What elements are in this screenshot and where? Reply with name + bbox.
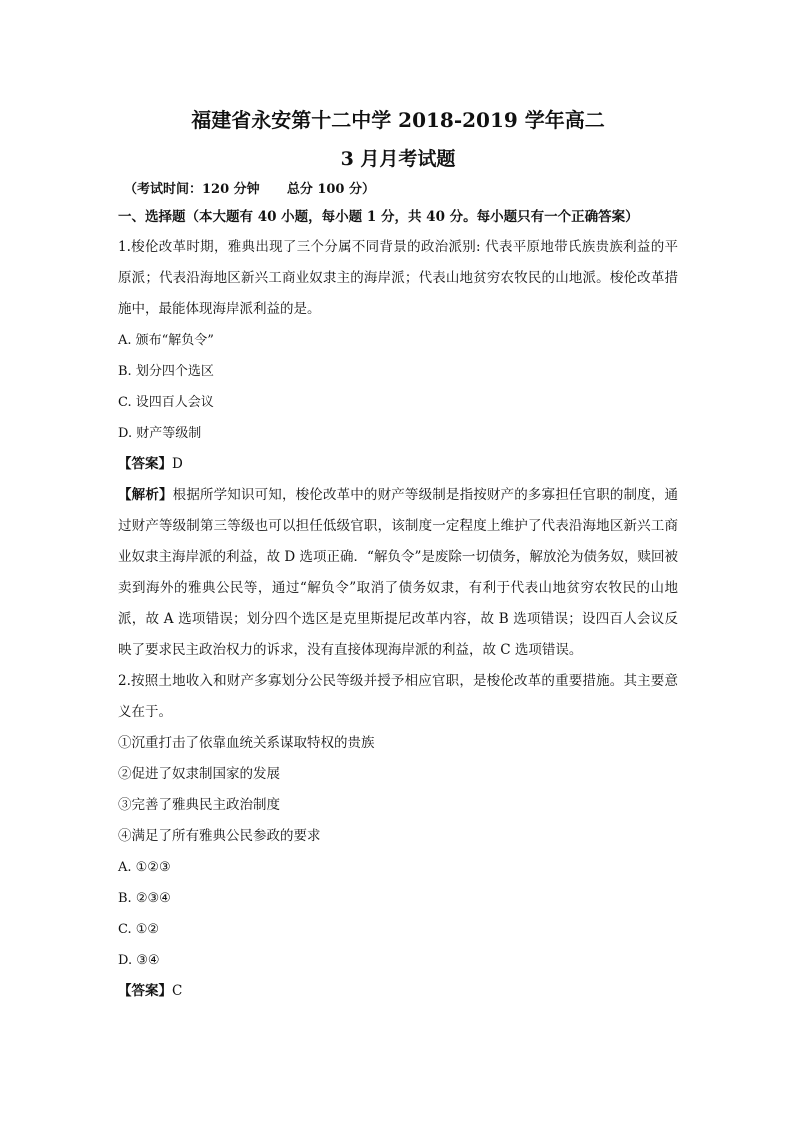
q2-option-a: A. ①②③: [118, 860, 171, 875]
q1-option-a: A. 颁布“解负令”: [118, 333, 214, 348]
question-1: [118, 232, 678, 666]
q2-statement-2: ②促进了奴隶制国家的发展: [118, 766, 280, 782]
q2-statement-1: ①沉重打击了依靠血统关系谋取特权的贵族: [118, 735, 375, 751]
q1-answer-value: D: [172, 456, 183, 472]
q1-answer-label: 【答案】: [118, 456, 172, 472]
exam-info: （考试时间：120 分钟 总分 100 分）: [124, 182, 376, 197]
q1-option-b: B. 划分四个选区: [118, 364, 214, 379]
q1-stem: 1.梭伦改革时期，雅典出现了三个分属不同背景的政治派别: 代表平原地带氏族贵族利益的平原派；代表沿海地区新兴工商业奴隶主的海岸派；代表山地贫穷农牧民的山地派。梭伦改革措施中，最能体现海岸派利益的是。: [118, 239, 678, 317]
q2-answer: [118, 976, 678, 1007]
section-header: 一、选择题（本大题有 40 小题，每小题 1 分，共 40 分。每小题只有一个正确答案）: [118, 209, 639, 225]
q1-analysis-label: 【解析】: [118, 487, 173, 503]
q2-option-b: B. ②③④: [118, 891, 171, 906]
q2-statement-3: ③完善了雅典民主政治制度: [118, 797, 280, 813]
q2-answer-label: 【答案】: [118, 983, 172, 999]
q1-answer: [118, 449, 678, 480]
q2-option-d: D. ③④: [118, 953, 160, 968]
page-title: 福建省永安第十二中学 2018-2019 学年高二: [191, 108, 605, 132]
page-subtitle: 3 月月考试题: [340, 148, 456, 170]
q2-answer-value: C: [172, 983, 183, 999]
q1-option-c: C. 设四百人会议: [118, 395, 214, 410]
q2-statement-4: ④满足了所有雅典公民参政的要求: [118, 828, 321, 844]
q2-stem: 2.按照土地收入和财产多寡划分公民等级并授予相应官职，是梭伦改革的重要措施。其主要意义在于。: [118, 673, 678, 720]
q1-analysis-text: 根据所学知识可知，梭伦改革中的财产等级制是指按财产的多寡担任官职的制度，通过财产等级制第三等级也可以担任低级官职，该制度一定程度上维护了代表沿海地区新兴工商业奴隶主海岸派的利益，故 D 选项正确．“解负令”是废除一切债务，解放沦为债务奴，赎回被卖到海外的雅典公民等，通过“解负令”取消了债务奴隶，有利于代表山地贫穷农牧民的山地派，故 A 选项错误；划分四个选区是克里斯提尼改革内容，故 B 选项错误；设四百人会议反映了要求民主政治权力的诉求，没有直接体现海岸派的利益，故 C 选项错误。: [118, 487, 679, 658]
question-2: [118, 666, 678, 1007]
q1-analysis: [118, 480, 678, 666]
q2-option-c: C. ①②: [118, 922, 160, 937]
document-page: [118, 104, 678, 1007]
q1-option-d: D. 财产等级制: [118, 426, 202, 441]
